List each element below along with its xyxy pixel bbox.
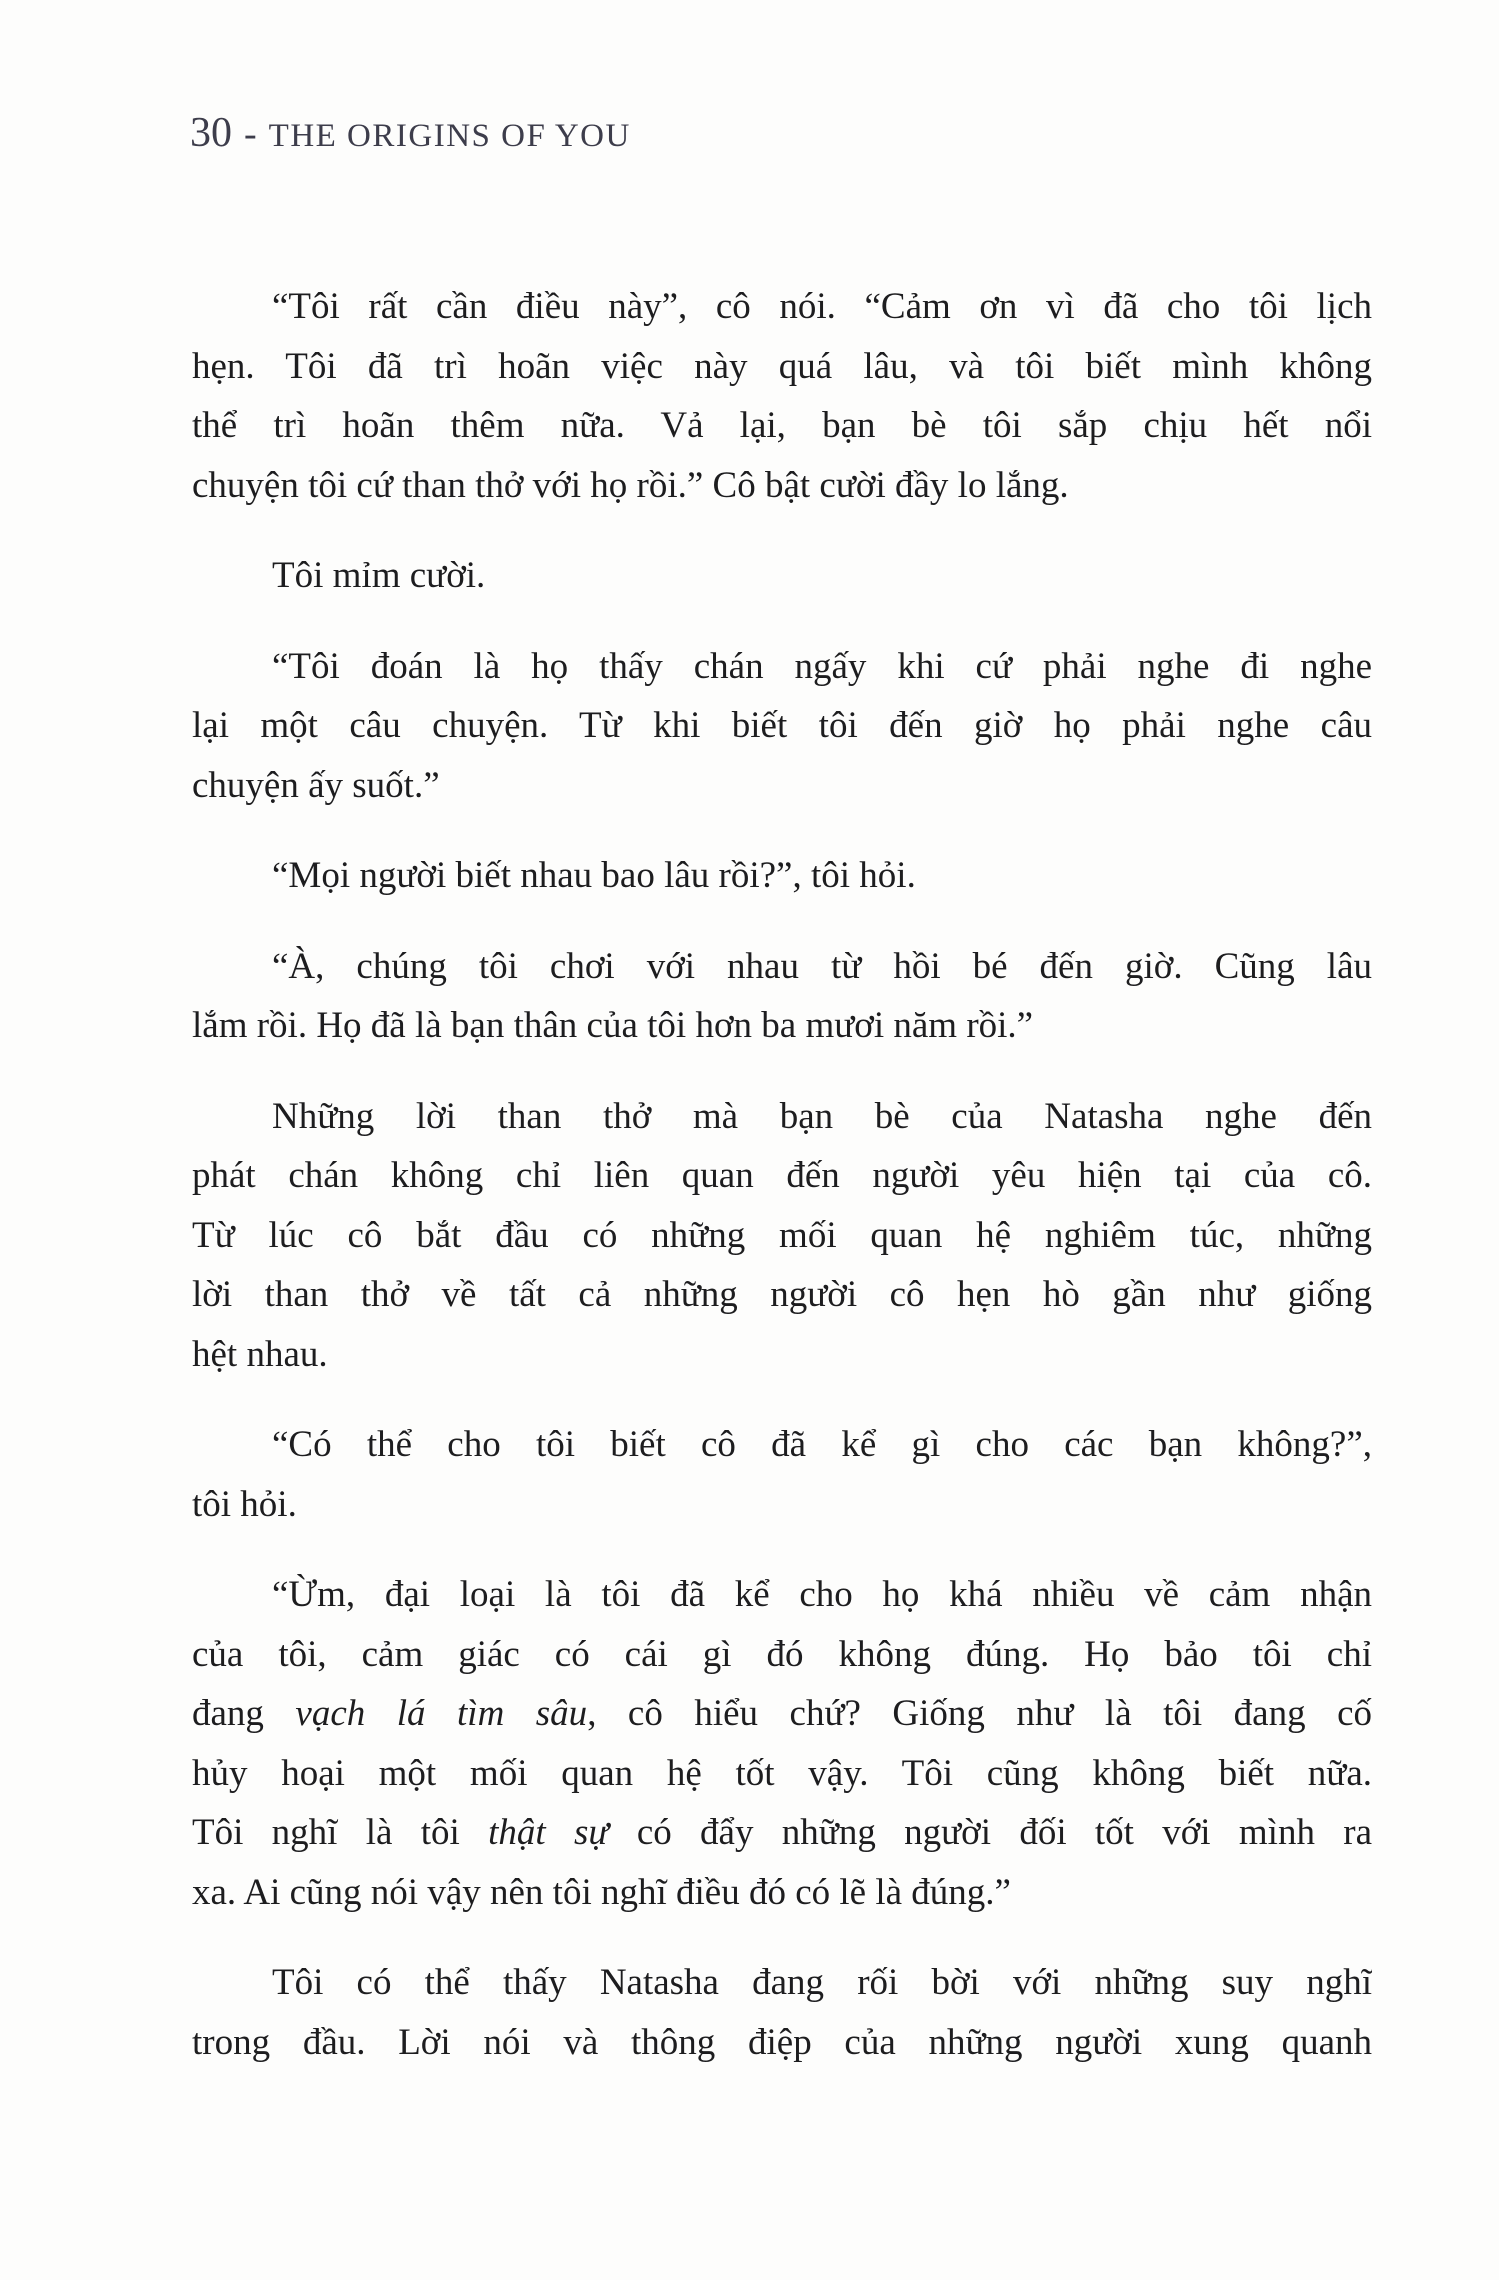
text-run: Tôi nghĩ là tôi	[192, 1812, 489, 1853]
book-title: THE ORIGINS OF YOU	[268, 118, 631, 154]
header-separator: -	[244, 113, 257, 155]
text-run: lại một câu chuyện. Từ khi biết tôi đến giờ họ phải nghe câu	[192, 705, 1372, 746]
text-line	[192, 1415, 1372, 1475]
text-run: có đẩy những người đối tốt với mình ra	[608, 1812, 1372, 1853]
text-run: trong đầu. Lời nói và thông điệp của những người xung quanh	[192, 2021, 1372, 2063]
text-run: lắm rồi. Họ đã là bạn thân của tôi hơn ba mươi năm rồi.”	[192, 1005, 1034, 1046]
text-run: thể trì hoãn thêm nữa. Vả lại, bạn bè tôi sắp chịu hết nổi	[192, 405, 1372, 446]
paragraph	[192, 846, 1372, 906]
italic-text: vạch lá tìm sâu	[295, 1693, 588, 1734]
text-line	[192, 337, 1372, 397]
italic-text: thật sự	[488, 1812, 609, 1853]
paragraph	[192, 1953, 1372, 2072]
text-line	[192, 1265, 1372, 1325]
paragraph	[192, 1415, 1372, 1534]
text-line	[192, 846, 1372, 906]
text-run: “Tôi đoán là họ thấy chán ngấy khi cứ phải nghe đi nghe	[272, 645, 1372, 687]
text-run: hủy hoại một mối quan hệ tốt vậy. Tôi cũng không biết nữa.	[192, 1752, 1372, 1794]
text-line	[192, 1863, 1372, 1923]
text-line	[192, 1744, 1372, 1804]
text-run: lời than thở về tất cả những người cô hẹn hò gần như giống	[192, 1274, 1372, 1315]
text-line	[192, 1953, 1372, 2013]
text-run: hệt nhau.	[192, 1333, 328, 1375]
text-line	[192, 637, 1372, 697]
text-run: chuyện ấy suốt.”	[192, 764, 440, 806]
paragraph	[192, 1565, 1372, 1922]
text-line	[192, 2013, 1372, 2073]
text-run: “Ừm, đại loại là tôi đã kể cho họ khá nhiều về cảm nhận	[272, 1574, 1372, 1615]
text-line	[192, 1684, 1372, 1744]
text-run: Từ lúc cô bắt đầu có những mối quan hệ nghiêm túc, những	[192, 1214, 1372, 1256]
page-body	[192, 277, 1372, 2072]
text-run: chuyện tôi cứ than thở với họ rồi.” Cô bật cười đầy lo lắng.	[192, 464, 1069, 506]
text-run: của tôi, cảm giác có cái gì đó không đúng. Họ bảo tôi chỉ	[192, 1633, 1372, 1675]
paragraph	[192, 546, 1372, 606]
text-run: “Có thể cho tôi biết cô đã kể gì cho các bạn không?”,	[272, 1424, 1372, 1465]
text-line	[192, 1565, 1372, 1625]
text-line	[192, 1325, 1372, 1385]
text-line	[192, 1475, 1372, 1535]
text-run: “Mọi người biết nhau bao lâu rồi?”, tôi hỏi.	[272, 855, 916, 896]
text-run: phát chán không chỉ liên quan đến người yêu hiện tại của cô.	[192, 1155, 1372, 1196]
text-run: xa. Ai cũng nói vậy nên tôi nghĩ điều đó có lẽ là đúng.”	[192, 1871, 1011, 1913]
text-line	[192, 277, 1372, 337]
paragraph	[192, 1087, 1372, 1385]
text-run: “Tôi rất cần điều này”, cô nói. “Cảm ơn vì đã cho tôi lịch	[272, 286, 1372, 327]
text-run: hẹn. Tôi đã trì hoãn việc này quá lâu, và tôi biết mình không	[192, 345, 1372, 387]
text-line	[192, 1087, 1372, 1147]
paragraph	[192, 937, 1372, 1056]
text-line	[192, 937, 1372, 997]
text-line	[192, 996, 1372, 1056]
text-line	[192, 546, 1372, 606]
page-header	[190, 112, 631, 154]
paragraph	[192, 277, 1372, 515]
text-line	[192, 1803, 1372, 1863]
text-run: , cô hiểu chứ? Giống như là tôi đang cố	[587, 1693, 1372, 1734]
text-line	[192, 1146, 1372, 1206]
text-run: Tôi mỉm cười.	[272, 555, 486, 596]
text-line	[192, 396, 1372, 456]
text-run: tôi hỏi.	[192, 1483, 297, 1525]
text-run: đang	[192, 1693, 296, 1734]
text-line	[192, 456, 1372, 516]
text-line	[192, 1206, 1372, 1266]
text-line	[192, 1625, 1372, 1685]
text-line	[192, 756, 1372, 816]
text-run: Tôi có thể thấy Natasha đang rối bời với những suy nghĩ	[272, 1962, 1372, 2003]
page-number: 30	[190, 110, 232, 156]
text-line	[192, 696, 1372, 756]
text-run: Những lời than thở mà bạn bè của Natasha nghe đến	[272, 1095, 1372, 1137]
text-run: “À, chúng tôi chơi với nhau từ hồi bé đến giờ. Cũng lâu	[272, 945, 1372, 987]
paragraph	[192, 637, 1372, 816]
